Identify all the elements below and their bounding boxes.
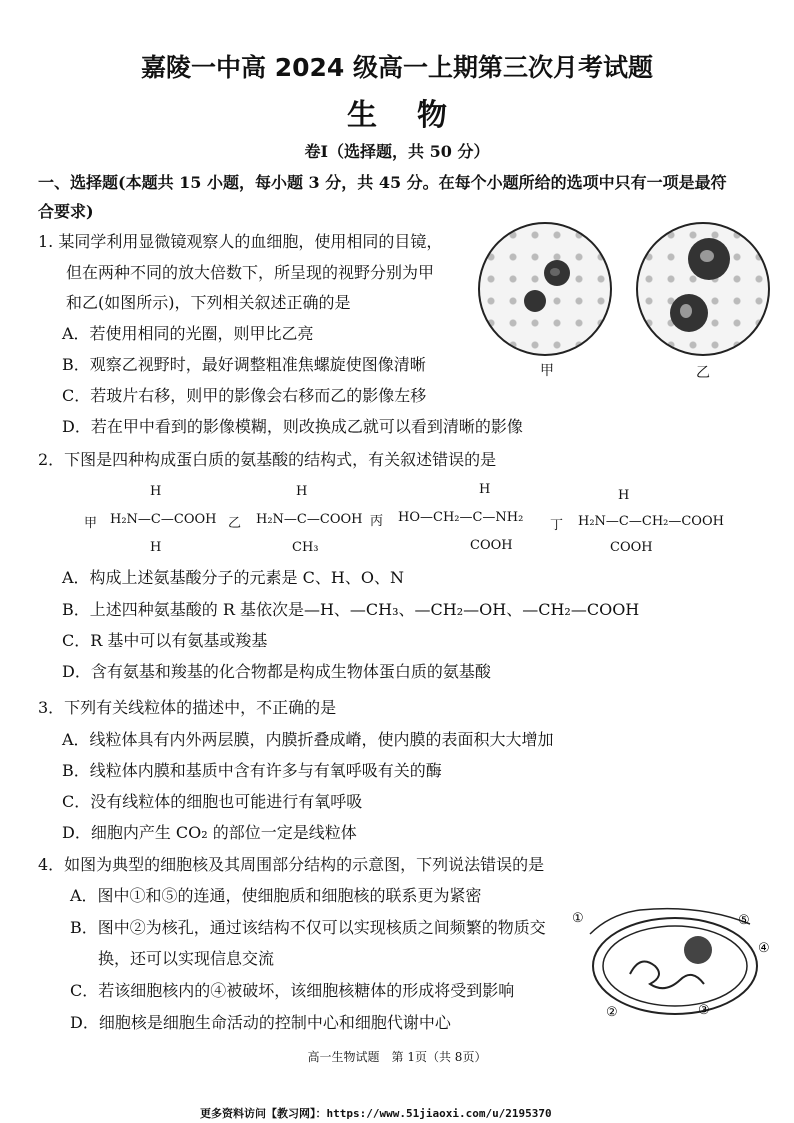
- exam-title: 嘉陵一中高 2024 级高一上期第三次月考试题: [141, 53, 653, 82]
- f4-bot: COOH: [610, 540, 653, 555]
- fig-label-a: 甲: [540, 363, 554, 379]
- formula-label-2: 乙: [228, 516, 242, 531]
- q3-option-c: C．没有线粒体的细胞也可能进行有氧呼吸: [62, 792, 363, 811]
- paper-heading: 卷Ⅰ（选择题，共 50 分）: [304, 142, 490, 161]
- q4-option-d: D．细胞核是细胞生命活动的控制中心和细胞代谢中心: [70, 1013, 451, 1032]
- q2-option-a: A．构成上述氨基酸分子的元素是 C、H、O、N: [62, 568, 404, 587]
- nucleus-diagram: [570, 904, 780, 1022]
- q2-option-d: D．含有氨基和羧基的化合物都是构成生物体蛋白质的氨基酸: [62, 662, 491, 681]
- marker-1: ①: [572, 911, 584, 926]
- q1-stem-cont: 但在两种不同的放大倍数下，所呈现的视野分别为甲: [66, 263, 435, 282]
- q1-option-d: D．若在甲中看到的影像模糊，则改换成乙就可以看到清晰的影像: [62, 417, 523, 436]
- q1-option-b: B．观察乙视野时，最好调整粗准焦螺旋使图像清晰: [62, 355, 426, 374]
- promo-link[interactable]: 更多资料访问【教习网】：https://www.51jiaoxi.com/u/2195370: [200, 1107, 552, 1120]
- q3-stem: 3．下列有关线粒体的描述中，不正确的是: [38, 698, 337, 717]
- formula-label-4: 丁: [550, 518, 564, 533]
- q4-stem: 4．如图为典型的细胞核及其周围部分结构的示意图，下列说法错误的是: [38, 855, 545, 874]
- page-footer: 高一生物试题 第 1页（共 8页）: [307, 1050, 487, 1064]
- f2-bot: CH₃: [292, 540, 319, 555]
- q4-option-a: A．图中①和⑤的连通，使细胞质和细胞核的联系更为紧密: [70, 886, 482, 905]
- formula-label-3: 丙: [370, 514, 384, 529]
- section-instructions: 一、选择题(本题共 15 小题，每小题 3 分，共 45 分。在每个小题所给的选项中只有一项是最符: [38, 173, 727, 192]
- marker-3: ③: [698, 1003, 710, 1018]
- q4-option-c: C．若该细胞核内的④被破坏，该细胞核糖体的形成将受到影响: [70, 981, 515, 1000]
- microscope-view-b: [636, 222, 770, 356]
- fig-label-b: 乙: [696, 365, 710, 381]
- f4-top: H: [618, 488, 630, 503]
- microscope-view-a: [478, 222, 612, 356]
- f3-bot: COOH: [470, 538, 513, 553]
- f3-mid: HO—CH₂—C—NH₂: [398, 510, 524, 525]
- f2-top: H: [296, 484, 308, 499]
- q4-option-b: B．图中②为核孔，通过该结构不仅可以实现核质之间频繁的物质交: [70, 918, 546, 937]
- subject-title: 生物: [347, 98, 487, 133]
- f4-mid: H₂N—C—CH₂—COOH: [578, 514, 724, 529]
- q1-stem-cont2: 和乙(如图所示)，下列相关叙述正确的是: [66, 293, 351, 312]
- f2-mid: H₂N—C—COOH: [256, 512, 363, 527]
- marker-2: ②: [606, 1005, 618, 1020]
- q3-option-d: D．细胞内产生 CO₂ 的部位一定是线粒体: [62, 823, 357, 842]
- f1-top: H: [150, 484, 162, 499]
- q2-option-c: C．R 基中可以有氨基或羧基: [62, 631, 268, 650]
- formula-label-1: 甲: [84, 516, 98, 531]
- q1-option-a: A．若使用相同的光圈，则甲比乙亮: [62, 324, 314, 343]
- f1-bot: H: [150, 540, 162, 555]
- marker-4: ④: [758, 941, 770, 956]
- f3-top: H: [479, 482, 491, 497]
- q2-option-b: B．上述四种氨基酸的 R 基依次是—H、—CH₃、—CH₂—OH、—CH₂—COOH: [62, 600, 640, 619]
- q3-option-a: A．线粒体具有内外两层膜，内膜折叠成嵴，使内膜的表面积大大增加: [62, 730, 554, 749]
- q3-option-b: B．线粒体内膜和基质中含有许多与有氧呼吸有关的酶: [62, 761, 442, 780]
- f1-mid: H₂N—C—COOH: [110, 512, 217, 527]
- q1-stem: 1. 某同学利用显微镜观察人的血细胞，使用相同的目镜，: [38, 232, 443, 251]
- section-instructions-cont: 合要求): [38, 202, 94, 221]
- marker-5: ⑤: [738, 913, 750, 928]
- q4-option-b-cont: 换，还可以实现信息交流: [98, 949, 275, 968]
- q1-option-c: C．若玻片右移，则甲的影像会右移而乙的影像左移: [62, 386, 427, 405]
- q2-stem: 2．下图是四种构成蛋白质的氨基酸的结构式，有关叙述错误的是: [38, 450, 497, 469]
